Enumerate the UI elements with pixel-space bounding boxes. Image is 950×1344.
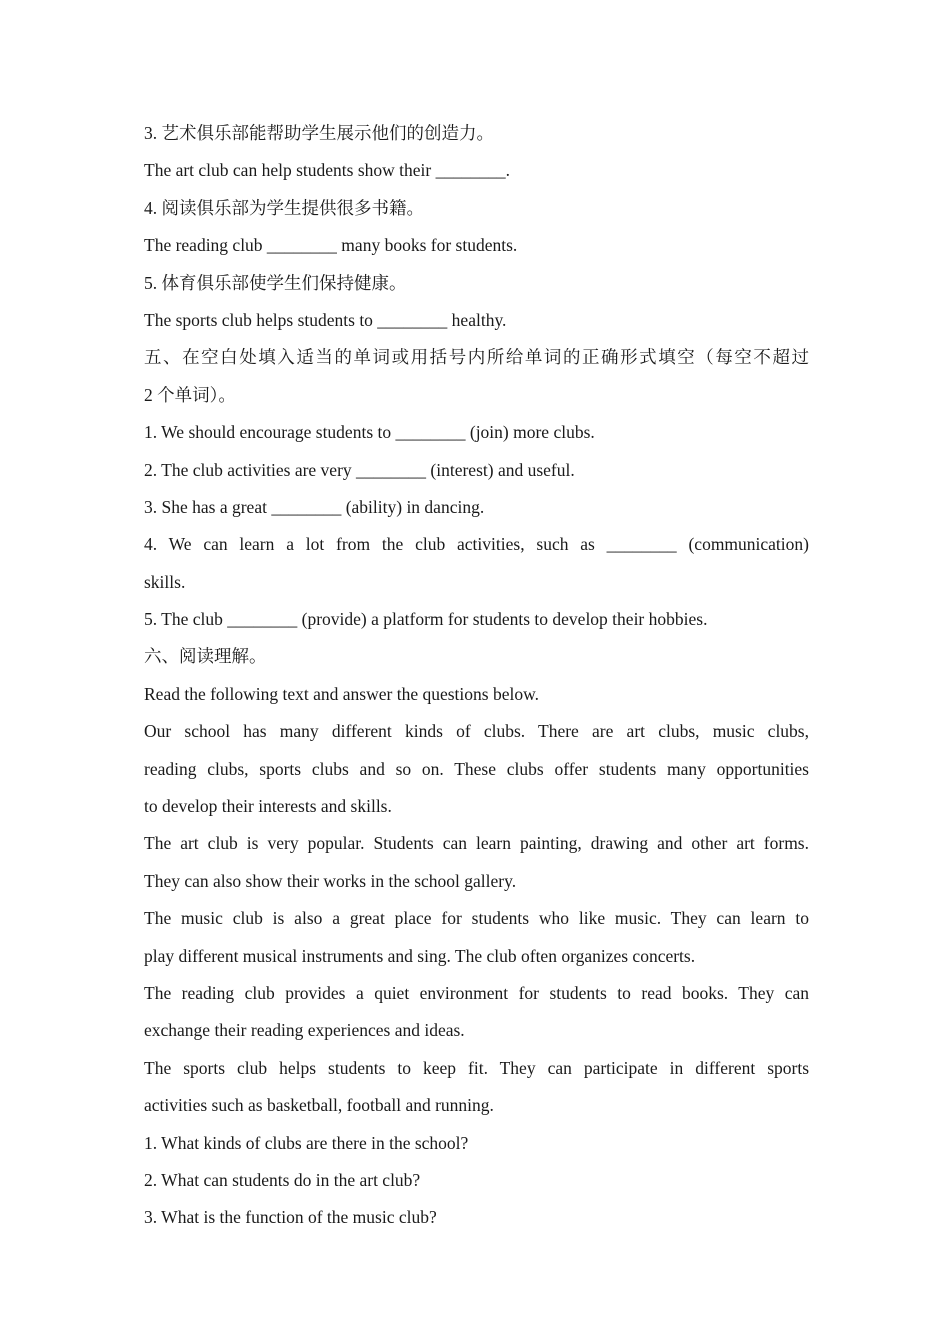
fill-blank-question-1: 1. We should encourage students to ________ (join) more clubs.: [144, 422, 595, 443]
passage-paragraph-3: The music club is also a great place for students who like music. They can learn to: [144, 908, 809, 929]
translation-prompt-5: 5. 体育俱乐部使学生们保持健康。: [144, 272, 407, 293]
section-5-heading: 五、在空白处填入适当的单词或用括号内所给单词的正确形式填空（每空不超过: [144, 347, 809, 368]
fill-blank-question-5: 5. The club ________ (provide) a platform for students to develop their hobbies.: [144, 609, 708, 630]
section-5-heading-cont: 2 个单词）。: [144, 384, 236, 405]
translation-sentence-5: The sports club helps students to ________ healthy.: [144, 309, 507, 330]
translation-sentence-3: The art club can help students show their ________.: [144, 160, 510, 181]
reading-question-3: 3. What is the function of the music club?: [144, 1207, 437, 1228]
translation-sentence-4: The reading club ________ many books for students.: [144, 235, 518, 256]
passage-paragraph-1: Our school has many different kinds of clubs. There are art clubs, music clubs,: [144, 721, 809, 742]
fill-blank-question-3: 3. She has a great ________ (ability) in dancing.: [144, 496, 485, 517]
reading-question-1: 1. What kinds of clubs are there in the school?: [144, 1132, 469, 1153]
passage-paragraph-5-line-2: activities such as basketball, football and running.: [144, 1095, 494, 1116]
section-6-heading: 六、阅读理解。: [144, 646, 267, 667]
passage-paragraph-5: The sports club helps students to keep fit. They can participate in different sports: [144, 1057, 809, 1078]
translation-prompt-3: 3. 艺术俱乐部能帮助学生展示他们的创造力。: [144, 123, 494, 143]
passage-paragraph-4-line-2: exchange their reading experiences and ideas.: [144, 1020, 465, 1041]
passage-paragraph-2: The art club is very popular. Students can learn painting, drawing and other art forms.: [144, 833, 809, 854]
passage-paragraph-1-line-2: reading clubs, sports clubs and so on. These clubs offer students many opportunities: [144, 758, 809, 779]
translation-prompt-4: 4. 阅读俱乐部为学生提供很多书籍。: [144, 197, 424, 218]
reading-instruction: Read the following text and answer the questions below.: [144, 683, 539, 704]
fill-blank-question-2: 2. The club activities are very ________ (interest) and useful.: [144, 459, 575, 480]
passage-paragraph-2-line-2: They can also show their works in the school gallery.: [144, 870, 517, 891]
fill-blank-question-4-cont: skills.: [144, 571, 186, 592]
document-page: [144, 115, 809, 1237]
reading-question-2: 2. What can students do in the art club?: [144, 1169, 421, 1190]
passage-paragraph-1-line-3: to develop their interests and skills.: [144, 796, 392, 817]
passage-paragraph-3-line-2: play different musical instruments and sing. The club often organizes concerts.: [144, 945, 696, 966]
fill-blank-question-4: 4. We can learn a lot from the club activities, such as ________ (communication): [144, 534, 809, 555]
passage-paragraph-4: The reading club provides a quiet environment for students to read books. They can: [144, 982, 809, 1003]
